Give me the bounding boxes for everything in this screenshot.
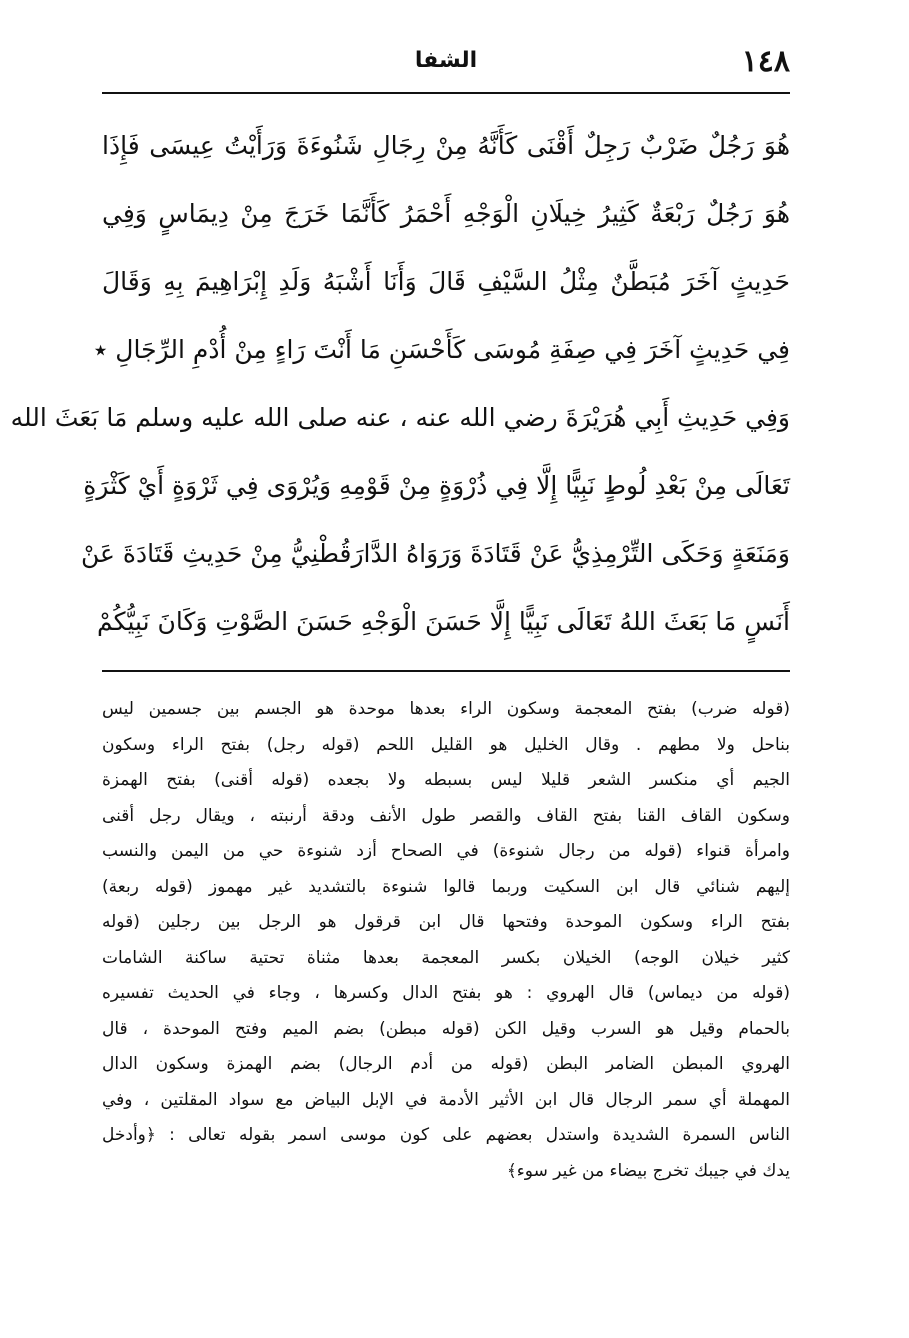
- footnote-line: وسكون القاف القنا بفتح القاف والقصر طول الأنف ودقة أرنبته ، ويقال رجل أقنى: [102, 805, 790, 826]
- footnote-separator-rule: [102, 670, 790, 672]
- footnote-line: (قوله من ديماس) قال الهروي : هو بفتح الدال وكسرها ، وجاء في الحديث تفسيره: [102, 983, 790, 1003]
- footnotes-block: [102, 692, 790, 1189]
- footnote-line: الناس السمرة الشديدة واستدل بعضهم على كون موسى اسمر بقوله تعالى : ﴿وأدخل: [102, 1125, 790, 1145]
- footnote-line: بالحمام وقيل هو السرب وقيل الكن (قوله مبطن) بضم الميم وفتح الموحدة ، قال: [102, 1018, 790, 1039]
- header-rule: [102, 92, 790, 94]
- footnote-line: بفتح الراء وسكون الموحدة وفتحها قال ابن قرقول هو الرجل بين رجلين (قوله: [102, 912, 790, 932]
- page-header: [102, 40, 790, 90]
- main-text-line: هُوَ رَجُلٌ ضَرْبٌ رَجِلٌ أَقْنَى كَأَنَّهُ مِنْ رِجَالِ شَنُوءَةَ وَرَأَيْتُ عِيسَى فَإِذَا: [102, 131, 790, 160]
- footnote-line: يدك في جيبك تخرج بيضاء من غير سوء﴾: [506, 1160, 790, 1181]
- main-text-line: حَدِيثٍ آخَرَ مُبَطَّنٌ مِثْلُ السَّيْفِ قَالَ وَأَنَا أَشْبَهُ وَلَدِ إِبْرَاهِيمَ بِهِ وَقَالَ: [102, 267, 790, 296]
- footnote-line: (قوله ضرب) بفتح المعجمة وسكون الراء بعدها موحدة هو الجسم بين جسمين ليس: [102, 699, 790, 719]
- main-text-line: فِي حَدِيثٍ آخَرَ فِي صِفَةِ مُوسَى كَأَحْسَنِ مَا أَنْتَ رَاءٍ مِنْ أُدْمِ الرِّجَالِ ٭: [93, 335, 790, 364]
- footnote-line: الهروي المبطن الضامر البطن (قوله من أدم الرجال) بضم الهمزة وسكون الدال: [102, 1054, 790, 1074]
- footnote-line: وامرأة قنواء (قوله من رجال شنوءة) في الصحاح أزد شنوءة حي من اليمن والنسب: [102, 841, 790, 861]
- main-text-line: وَمَنَعَةٍ وَحَكَى التِّرْمِذِيُّ عَنْ قَتَادَةَ وَرَوَاهُ الدَّارَقُطْنِيُّ مِنْ حَدِيثِ قَتَادَةَ عَنْ: [81, 539, 790, 568]
- main-text-line: تَعَالَى مِنْ بَعْدِ لُوطٍ نَبِيًّا إِلَّا فِي ذُرْوَةٍ مِنْ قَوْمِهِ وَيُرْوَى فِي ثَرْوَةٍ أَيْ كَثْرَةٍ: [83, 471, 790, 500]
- footnote-line: كثير خيلان الوجه) الخيلان بكسر المعجمة بعدها مثناة تحتية ساكنة الشامات: [102, 947, 790, 968]
- page-number: ١٤٨: [741, 44, 790, 79]
- main-text-line: وَفِي حَدِيثِ أَبِي هُرَيْرَةَ رضي الله عنه ، عنه صلى الله عليه وسلم مَا بَعَثَ الله: [10, 403, 790, 432]
- footnote-line: الجيم أي منكسر الشعر قليلا ليس بسبطه ولا بجعده (قوله أقنى) بفتح الهمزة: [102, 770, 790, 790]
- main-text-line: أَنَسٍ مَا بَعَثَ اللهُ تَعَالَى نَبِيًّا إِلَّا حَسَنَ الْوَجْهِ حَسَنَ الصَّوْتِ وَكَانَ نَبِيُّكُمْ: [97, 607, 790, 636]
- footnote-line: المهملة أي سمر الرجال قال ابن الأثير الأدمة في الإبل البياض مع سواد المقلتين ، وفي: [102, 1089, 790, 1110]
- footnote-line: بناحل ولا مطهم . وقال الخليل هو القليل اللحم (قوله رجل) بفتح الراء وسكون: [102, 734, 790, 755]
- running-title: الشفا: [414, 48, 478, 73]
- main-text-block: [10, 112, 790, 656]
- main-text-line: هُوَ رَجُلٌ رَبْعَةٌ كَثِيرُ خِيلَانِ الْوَجْهِ أَحْمَرُ كَأَنَّمَا خَرَجَ مِنْ دِيمَاسٍ وَفِي: [102, 199, 790, 228]
- footnote-line: إليهم شنائي قال ابن السكيت وربما قالوا شنوءة بالتشديد غير مهموز (قوله ربعة): [102, 876, 790, 897]
